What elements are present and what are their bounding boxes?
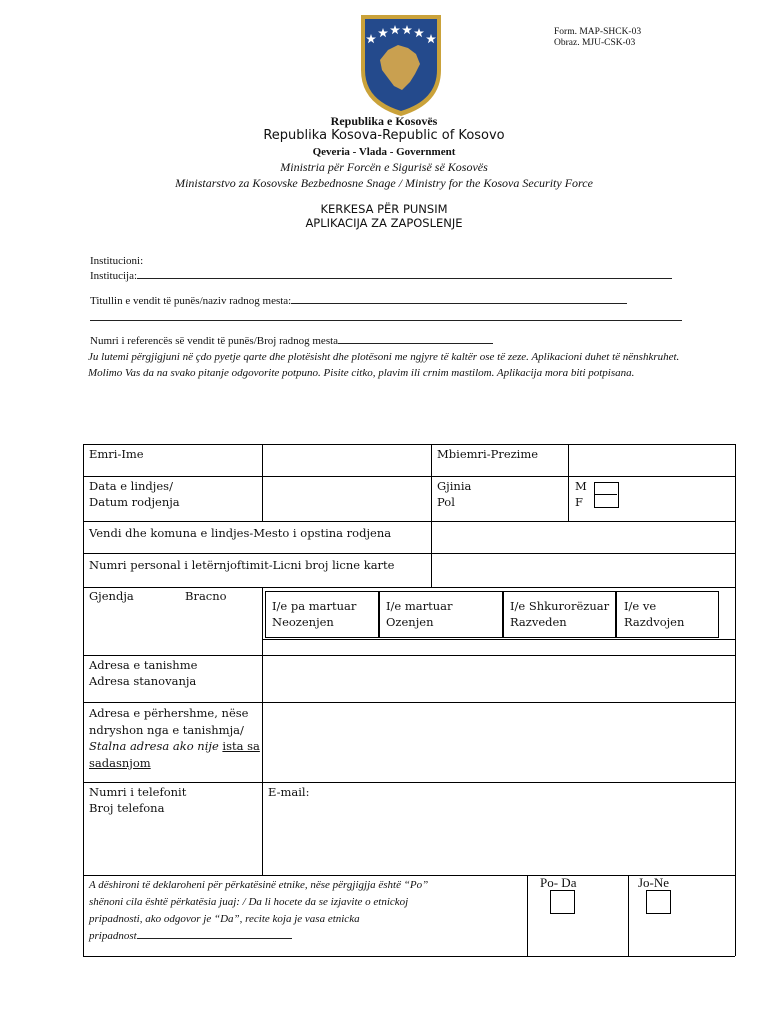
numri-personal-label: Numri personal i letërnjoftimit-Licni broj licne karte	[89, 558, 395, 572]
form-code-line1: Form. MAP-SHCK-03	[554, 27, 642, 37]
status-pa-martuar-line1: I/e pa martuar	[272, 599, 357, 613]
gjendja-label: Gjendja	[89, 589, 134, 603]
numri-references-input-line[interactable]	[338, 334, 493, 344]
email-input[interactable]	[320, 784, 733, 873]
header-ministry-serbian-english: Ministarstvo za Kosovske Bezbednosne Snage / Ministry for the Kosova Security Force	[175, 176, 593, 190]
adresa-tanishme-line1: Adresa e tanishme	[89, 658, 198, 672]
gender-m-checkbox[interactable]	[595, 483, 617, 495]
emri-input[interactable]	[264, 446, 429, 474]
status-shkurorezuar-line1: I/e Shkurorëzuar	[510, 599, 610, 613]
mbiemri-input[interactable]	[570, 446, 733, 474]
adresa-perhershme-line1: Adresa e përhershme, nëse	[89, 706, 249, 720]
adresa-tanishme-label	[89, 657, 197, 689]
header-government: Qeveria - Vlada - Government	[312, 146, 456, 158]
status-shkurorezuar-line2: Razveden	[510, 615, 567, 629]
vendi-lindjes-input[interactable]	[433, 523, 733, 552]
status-martuar-line2: Ozenjen	[386, 615, 434, 629]
jo-ne-label: Jo-Ne	[638, 875, 670, 890]
status-martuar[interactable]	[386, 598, 453, 630]
gjinia-label-line2: Pol	[437, 495, 455, 509]
gender-f-checkbox[interactable]	[595, 495, 617, 506]
titulli-second-line[interactable]	[90, 320, 682, 321]
numri-references-field[interactable]	[90, 334, 493, 347]
header-republika-e-kosoves: Republika e Kosovës	[330, 114, 438, 128]
form-subtitle: APLIKACIJA ZA ZAPOSLENJE	[305, 216, 463, 230]
titulli-field[interactable]	[90, 294, 627, 307]
ethnicity-line4: pripadnost	[89, 930, 137, 942]
status-ve-line2: Razdvojen	[624, 615, 685, 629]
header-republic-of-kosovo: Republika Kosova-Republic of Kosovo	[263, 128, 505, 143]
bracno-label: Bracno	[185, 589, 227, 603]
institucija-input-line[interactable]	[137, 269, 672, 279]
form-code-line2: Obraz. MJU-CSK-03	[554, 38, 636, 48]
institucioni-label: Institucioni:	[90, 255, 144, 267]
ethnicity-question	[89, 877, 428, 945]
ethnicity-line3: pripadnosti, ako odgovor je “Da”, recite koja je vasa etnicka	[89, 913, 360, 925]
status-pa-martuar[interactable]	[272, 598, 356, 630]
ethnicity-line2: shënoni cila është përkatësia juaj: / Da li hocete da se izjavite o etnickoj	[89, 896, 409, 908]
gjinia-label-line1: Gjinia	[437, 479, 472, 493]
numri-personal-input[interactable]	[433, 555, 733, 586]
telefoni-line2: Broj telefona	[89, 801, 165, 815]
vendi-lindjes-label: Vendi dhe komuna e lindjes-Mesto i opstina rodjena	[89, 526, 392, 540]
telefoni-line1: Numri i telefonit	[89, 785, 187, 799]
po-da-checkbox[interactable]	[550, 890, 575, 914]
ethnicity-line1: A dëshironi të deklaroheni për përkatësinë etnike, nëse përgjigjja është “Po”	[89, 879, 429, 891]
status-pa-martuar-line2: Neozenjen	[272, 615, 334, 629]
telefoni-label	[89, 784, 186, 816]
titulli-label: Titullin e vendit të punës/naziv radnog mesta:	[90, 295, 292, 307]
adresa-perhershme-line2: ndryshon nga e tanishmja/	[89, 722, 244, 737]
email-label: E-mail:	[268, 785, 310, 799]
data-lindjes-label-line1: Data e lindjes/	[89, 479, 173, 493]
kosovo-coat-of-arms-icon	[358, 12, 444, 118]
adresa-perhershme-input[interactable]	[264, 704, 733, 780]
status-ve-line1: I/e ve	[624, 599, 657, 613]
data-lindjes-input[interactable]	[264, 478, 429, 519]
data-lindjes-label	[89, 478, 180, 510]
titulli-input-line[interactable]	[291, 294, 627, 304]
status-martuar-line1: I/e martuar	[386, 599, 453, 613]
gender-m-label: M	[575, 479, 587, 493]
emri-label: Emri-Ime	[89, 447, 144, 461]
data-lindjes-label-line2: Datum rodjenja	[89, 495, 180, 509]
status-ve[interactable]	[624, 598, 684, 630]
adresa-perhershme-label	[89, 705, 260, 771]
adresa-perhershme-line3-underlined: ista sa	[222, 739, 260, 753]
form-title: KERKESA PËR PUNSIM	[320, 202, 448, 216]
adresa-perhershme-line3: Stalna adresa ako nije	[89, 739, 219, 753]
jo-ne-checkbox[interactable]	[646, 890, 671, 914]
gender-letters	[575, 478, 587, 510]
adresa-perhershme-line4: sadasnjom	[89, 755, 151, 770]
institucija-field[interactable]	[90, 269, 672, 282]
header-ministry-albanian: Ministria për Forcën e Sigurisë së Kosovës	[280, 160, 488, 174]
status-shkurorezuar[interactable]	[510, 598, 609, 630]
form-code	[554, 27, 641, 49]
ethnicity-input-line[interactable]	[137, 929, 292, 939]
gjinia-label	[437, 478, 471, 510]
institucija-label: Institucija:	[90, 270, 138, 282]
instructions-text: Ju lutemi përgjigjuni në çdo pyetje qarte dhe plotësisht dhe plotësoni me ngjyre të kaltër ose të zeze. Aplikacioni duhet të nënshkruhet. Molimo Vas da na svako pitanje odgovorite potpuno. Pisite citko, plavim ili crnim mastilom. Aplikacija mora biti potpisana.	[88, 351, 680, 379]
numri-references-label: Numri i referencës së vendit të punës/Broj radnog mesta	[90, 335, 339, 347]
adresa-tanishme-input[interactable]	[264, 657, 733, 700]
mbiemri-label: Mbiemri-Prezime	[437, 447, 539, 461]
adresa-tanishme-line2: Adresa stanovanja	[89, 674, 197, 688]
gender-f-label: F	[575, 495, 583, 509]
po-da-label: Po- Da	[540, 875, 577, 890]
